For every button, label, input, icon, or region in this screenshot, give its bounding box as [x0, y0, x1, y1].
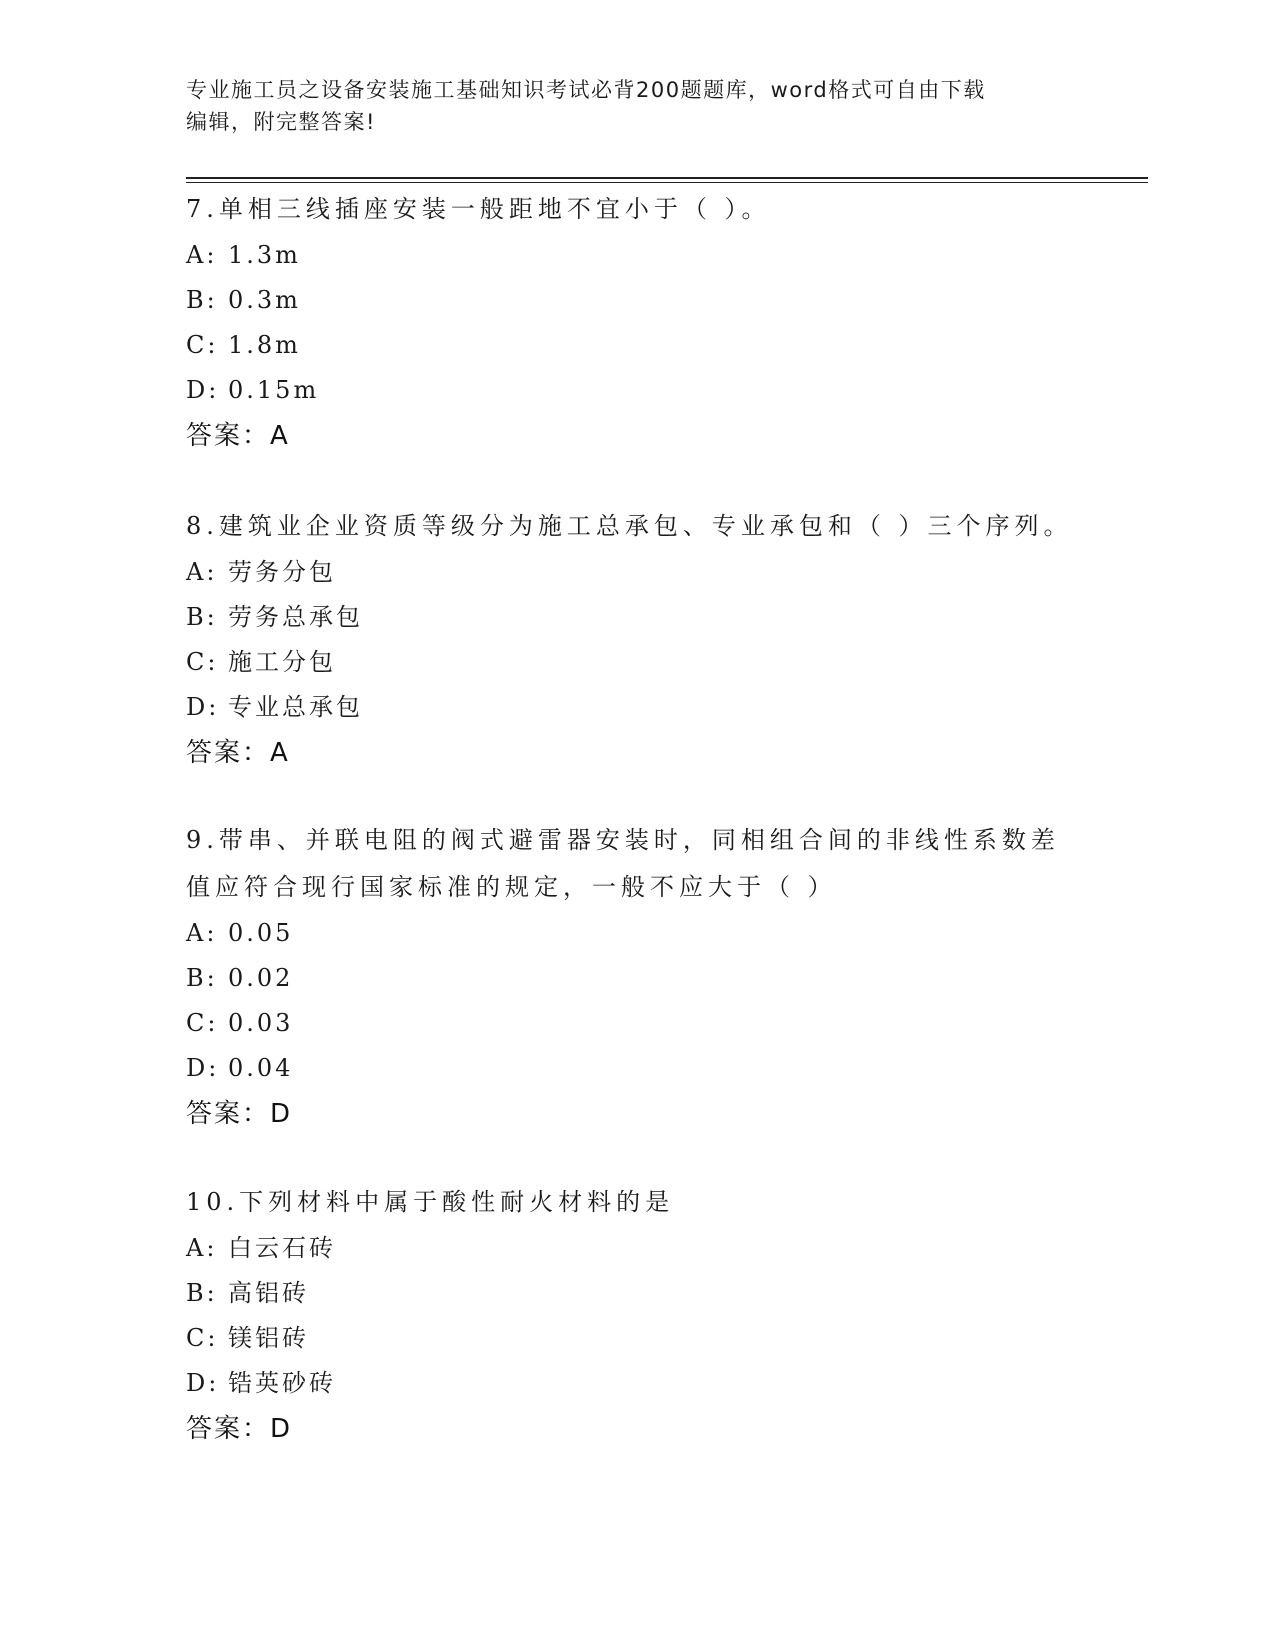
question-stem: 9.带串、并联电阻的阀式避雷器安装时，同相组合间的非线性系数差	[186, 826, 1060, 854]
option-c	[186, 323, 1086, 368]
option-d	[186, 1046, 1086, 1091]
option-text: 0.02	[228, 964, 294, 992]
option-text: 白云石砖	[228, 1234, 336, 1262]
question-block	[186, 1179, 1086, 1452]
option-a	[186, 233, 1086, 278]
option-text: 0.15m	[228, 376, 320, 404]
option-text: 劳务分包	[228, 558, 336, 586]
option-text: 0.04	[228, 1054, 294, 1082]
option-text: 高铝砖	[228, 1279, 309, 1307]
option-letter: C:	[186, 648, 219, 676]
option-letter: C:	[186, 1009, 219, 1037]
option-a	[186, 1226, 1086, 1271]
document-header	[186, 74, 1066, 138]
option-letter: B:	[186, 286, 218, 314]
answer-line: 答案：D	[186, 1414, 293, 1444]
option-d	[186, 368, 1086, 413]
option-letter: B:	[186, 603, 218, 631]
question-stem: 8.建筑业企业资质等级分为施工总承包、专业承包和（ ）三个序列。	[186, 512, 1073, 540]
option-letter: D:	[186, 376, 220, 404]
option-text: 1.8m	[228, 331, 301, 359]
answer-line: 答案：D	[186, 1099, 293, 1129]
option-a	[186, 550, 1086, 595]
question-block	[186, 503, 1086, 776]
option-letter: D:	[186, 1054, 220, 1082]
option-text: 镁铝砖	[228, 1324, 309, 1352]
question-stem-continued: 值应符合现行国家标准的规定，一般不应大于（ ）	[186, 873, 837, 901]
option-text: 1.3m	[228, 241, 301, 269]
option-b	[186, 1271, 1086, 1316]
header-divider-thick	[186, 177, 1148, 179]
question-block	[186, 817, 1086, 1137]
option-letter: C:	[186, 331, 219, 359]
option-b	[186, 595, 1086, 640]
option-text: 0.05	[228, 919, 294, 947]
header-line-2: 编辑，附完整答案!	[186, 110, 376, 134]
option-letter: A:	[186, 1234, 218, 1262]
answer-line: 答案：A	[186, 421, 290, 451]
option-b	[186, 278, 1086, 323]
question-block	[186, 186, 1086, 459]
question-stem: 10.下列材料中属于酸性耐火材料的是	[186, 1188, 675, 1216]
option-text: 施工分包	[228, 648, 336, 676]
header-divider-thin	[186, 182, 1148, 183]
option-text: 专业总承包	[228, 693, 363, 721]
option-text: 0.3m	[228, 286, 301, 314]
option-text: 0.03	[228, 1009, 294, 1037]
option-letter: A:	[186, 919, 218, 947]
option-c	[186, 1316, 1086, 1361]
option-letter: D:	[186, 1369, 220, 1397]
option-text: 劳务总承包	[228, 603, 363, 631]
option-c	[186, 640, 1086, 685]
option-b	[186, 956, 1086, 1001]
option-a	[186, 911, 1086, 956]
answer-line: 答案：A	[186, 738, 290, 768]
option-c	[186, 1001, 1086, 1046]
option-letter: A:	[186, 241, 218, 269]
option-letter: B:	[186, 964, 218, 992]
option-letter: C:	[186, 1324, 219, 1352]
header-line-1: 专业施工员之设备安装施工基础知识考试必背200题题库，word格式可自由下载	[186, 78, 986, 102]
option-letter: D:	[186, 693, 220, 721]
option-d	[186, 685, 1086, 730]
option-text: 锆英砂砖	[228, 1369, 336, 1397]
option-letter: B:	[186, 1279, 218, 1307]
option-d	[186, 1361, 1086, 1406]
question-stem: 7.单相三线插座安装一般距地不宜小于（ ）。	[186, 195, 771, 223]
option-letter: A:	[186, 558, 218, 586]
